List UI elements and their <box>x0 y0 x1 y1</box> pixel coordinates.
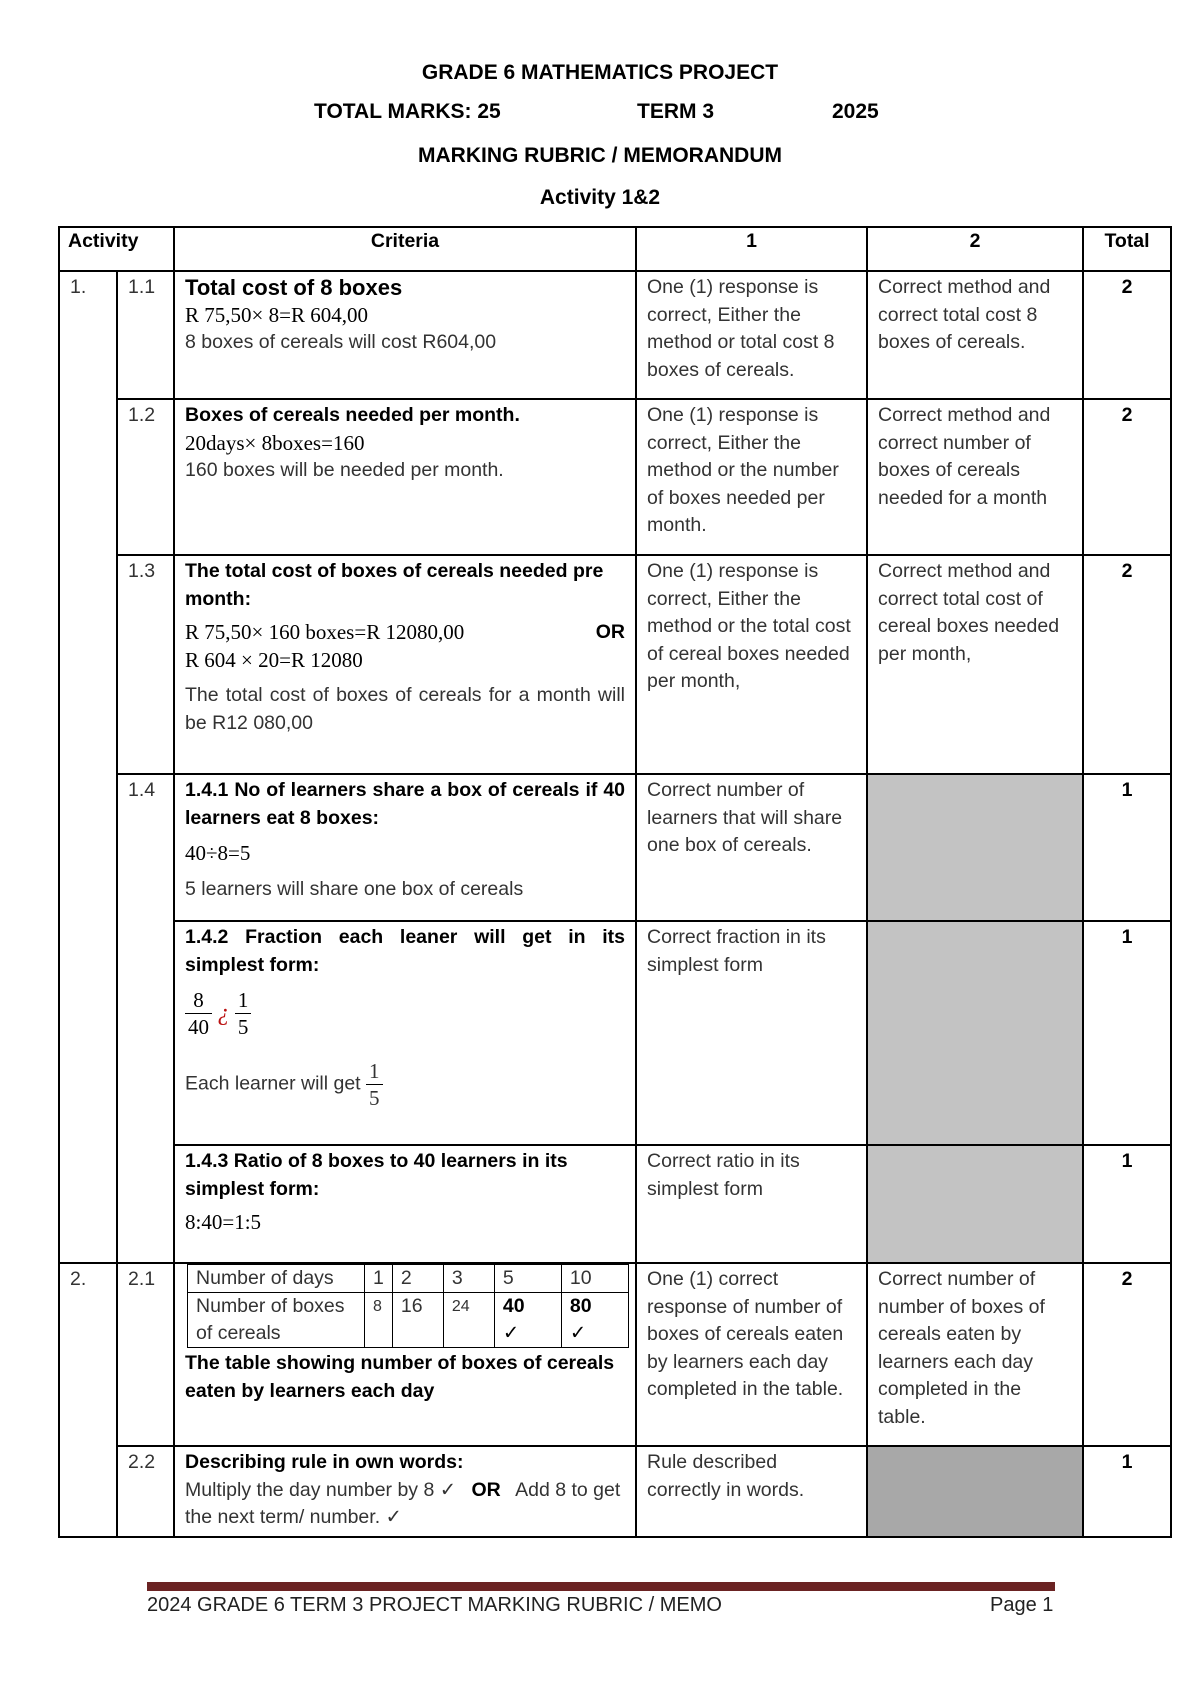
criteria-math: R 75,50× 8=R 604,00 <box>185 302 368 327</box>
table-row <box>59 555 1171 774</box>
col-header-activity: Activity <box>59 227 174 271</box>
box-cell: 8 <box>365 1293 393 1348</box>
level2-cell-shaded <box>867 921 1083 1145</box>
criteria-math: 8:40=1:5 <box>185 1210 262 1234</box>
activity-number: 1. <box>59 271 117 1263</box>
table-row <box>59 399 1171 555</box>
table-row <box>59 774 1171 921</box>
total-cell: 2 <box>1083 271 1171 399</box>
page-number: Page 1 <box>990 1594 1054 1616</box>
criteria-math: 40÷8=5 <box>185 841 251 865</box>
criteria-answer: Each learner will get <box>185 1072 361 1095</box>
answer-fraction: $\frac{1}{5}$ <box>366 1058 383 1111</box>
rubric-table <box>58 226 1172 1538</box>
level2-cell-shaded <box>867 774 1083 921</box>
inner-label: Number of days <box>188 1265 365 1293</box>
level1-cell: Correct number of learners that will share one box of cereals. <box>636 774 867 921</box>
criteria-cell <box>174 399 636 555</box>
criteria-title: The total cost of boxes of cereals needed pre month: <box>185 560 604 610</box>
total-cell: 1 <box>1083 1446 1171 1537</box>
day-cell: 2 <box>392 1265 443 1293</box>
level1-cell: Correct ratio in its simplest form <box>636 1145 867 1263</box>
footer-rule <box>147 1582 1055 1591</box>
total-cell: 2 <box>1083 555 1171 774</box>
table-row <box>59 1263 1171 1446</box>
sub-number: 2.1 <box>117 1263 174 1446</box>
criteria-cell <box>174 1263 636 1446</box>
year-label: 2025 <box>832 100 879 123</box>
level1-cell: Correct fraction in its simplest form <box>636 921 867 1145</box>
level1-cell: Rule described correctly in words. <box>636 1446 867 1537</box>
level2-cell-shaded <box>867 1446 1083 1537</box>
term-label: TERM 3 <box>637 100 715 123</box>
box-cell: 16 <box>392 1293 443 1348</box>
total-cell: 1 <box>1083 921 1171 1145</box>
activity-number: 2. <box>59 1263 117 1537</box>
day-cell: 10 <box>561 1265 628 1293</box>
sub-number: 1.1 <box>117 271 174 399</box>
criteria-answer: 160 boxes will be needed per month. <box>185 459 504 481</box>
criteria-title: Total cost of 8 boxes <box>185 275 403 300</box>
table-header-row <box>59 227 1171 271</box>
col-header-2: 2 <box>867 227 1083 271</box>
total-cell: 1 <box>1083 774 1171 921</box>
sub-number: 1.2 <box>117 399 174 555</box>
criteria-answer: 8 boxes of cereals will cost R604,00 <box>185 331 497 353</box>
table-row <box>59 1145 1171 1263</box>
total-cell: 1 <box>1083 1145 1171 1263</box>
box-cell: 40 ✓ <box>494 1293 561 1348</box>
footer-title: 2024 GRADE 6 TERM 3 PROJECT MARKING RUBRIC / MEMO <box>147 1594 722 1616</box>
criteria-cell <box>174 1446 636 1537</box>
sub-number: 1.3 <box>117 555 174 774</box>
criteria-cell <box>174 774 636 921</box>
day-cell: 1 <box>365 1265 393 1293</box>
criteria-cell <box>174 1145 636 1263</box>
table-row <box>59 271 1171 399</box>
inner-label: Number of boxes of cereals <box>188 1293 365 1348</box>
criteria-math: R 75,50× 160 boxes=R 12080,00 <box>185 620 465 644</box>
criteria-answer: The total cost of boxes of cereals for a month will be R12 080,00 <box>185 684 626 734</box>
or-label: OR <box>471 1478 501 1501</box>
rule-text-b: Add 8 to get the next term/ number. ✓ <box>185 1478 621 1528</box>
criteria-cell <box>174 921 636 1145</box>
level2-cell: Correct method and correct number of boxes of cereals needed for a month <box>867 399 1083 555</box>
level1-cell: One (1) response is correct, Either the method or the total cost of cereal boxes needed per month, <box>636 555 867 774</box>
level2-cell: Correct method and correct total cost 8 boxes of cereals. <box>867 271 1083 399</box>
total-marks: TOTAL MARKS: 25 <box>314 100 501 123</box>
criteria-title: 1.4.3 Ratio of 8 boxes to 40 learners in its simplest form: <box>185 1150 568 1200</box>
level1-cell: One (1) correct response of number of boxes of cereals eaten by learners each day completed in the table. <box>636 1263 867 1446</box>
level1-cell: One (1) response is correct, Either the method or total cost 8 boxes of cereals. <box>636 271 867 399</box>
box-cell: 24 <box>443 1293 494 1348</box>
page-title: GRADE 6 MATHEMATICS PROJECT <box>421 61 779 84</box>
table-row <box>59 921 1171 1145</box>
criteria-math-alt: R 604 × 20=R 12080 <box>185 647 363 672</box>
tick-icon: ✓ <box>569 1322 587 1344</box>
col-header-total: Total <box>1083 227 1171 271</box>
criteria-cell <box>174 271 636 399</box>
days-boxes-table <box>187 1264 629 1348</box>
unknown-glyph: ¿ <box>217 999 230 1026</box>
criteria-title: Describing rule in own words: <box>185 1451 464 1473</box>
criteria-cell <box>174 555 636 774</box>
fraction: $\frac{8}{40}$ <box>185 987 212 1040</box>
col-header-criteria: Criteria <box>174 227 636 271</box>
total-cell: 2 <box>1083 399 1171 555</box>
sub-number: 1.4 <box>117 774 174 1263</box>
tick-icon: ✓ <box>502 1322 520 1344</box>
day-cell: 5 <box>494 1265 561 1293</box>
level2-cell-shaded <box>867 1145 1083 1263</box>
level2-cell: Correct method and correct total cost of cereal boxes needed per month, <box>867 555 1083 774</box>
total-cell: 2 <box>1083 1263 1171 1446</box>
level2-cell: Correct number of number of boxes of cereals eaten by learners each day completed in the table. <box>867 1263 1083 1446</box>
level1-cell: One (1) response is correct, Either the method or the number of boxes needed per month. <box>636 399 867 555</box>
criteria-math: 20days× 8boxes=160 <box>185 430 365 455</box>
activity-heading: Activity 1&2 <box>539 186 661 209</box>
criteria-title: 1.4.2 Fraction each leaner will get in its simplest form: <box>185 926 626 976</box>
sub-number: 2.2 <box>117 1446 174 1537</box>
criteria-title: 1.4.1 No of learners share a box of cereals if 40 learners eat 8 boxes: <box>185 779 626 829</box>
or-label: OR <box>595 621 626 643</box>
criteria-answer: 5 learners will share one box of cereals <box>185 877 524 900</box>
criteria-title: Boxes of cereals needed per month. <box>185 404 520 426</box>
table-row <box>59 1446 1171 1537</box>
day-cell: 3 <box>443 1265 494 1293</box>
subtitle: MARKING RUBRIC / MEMORANDUM <box>418 144 782 167</box>
rule-text-a: Multiply the day number by 8 ✓ <box>185 1478 457 1501</box>
table-caption: The table showing number of boxes of cereals eaten by learners each day <box>185 1352 615 1402</box>
col-header-1: 1 <box>636 227 867 271</box>
box-cell: 80 ✓ <box>561 1293 628 1348</box>
fraction-simplified: $\frac{1}{5}$ <box>235 987 252 1040</box>
